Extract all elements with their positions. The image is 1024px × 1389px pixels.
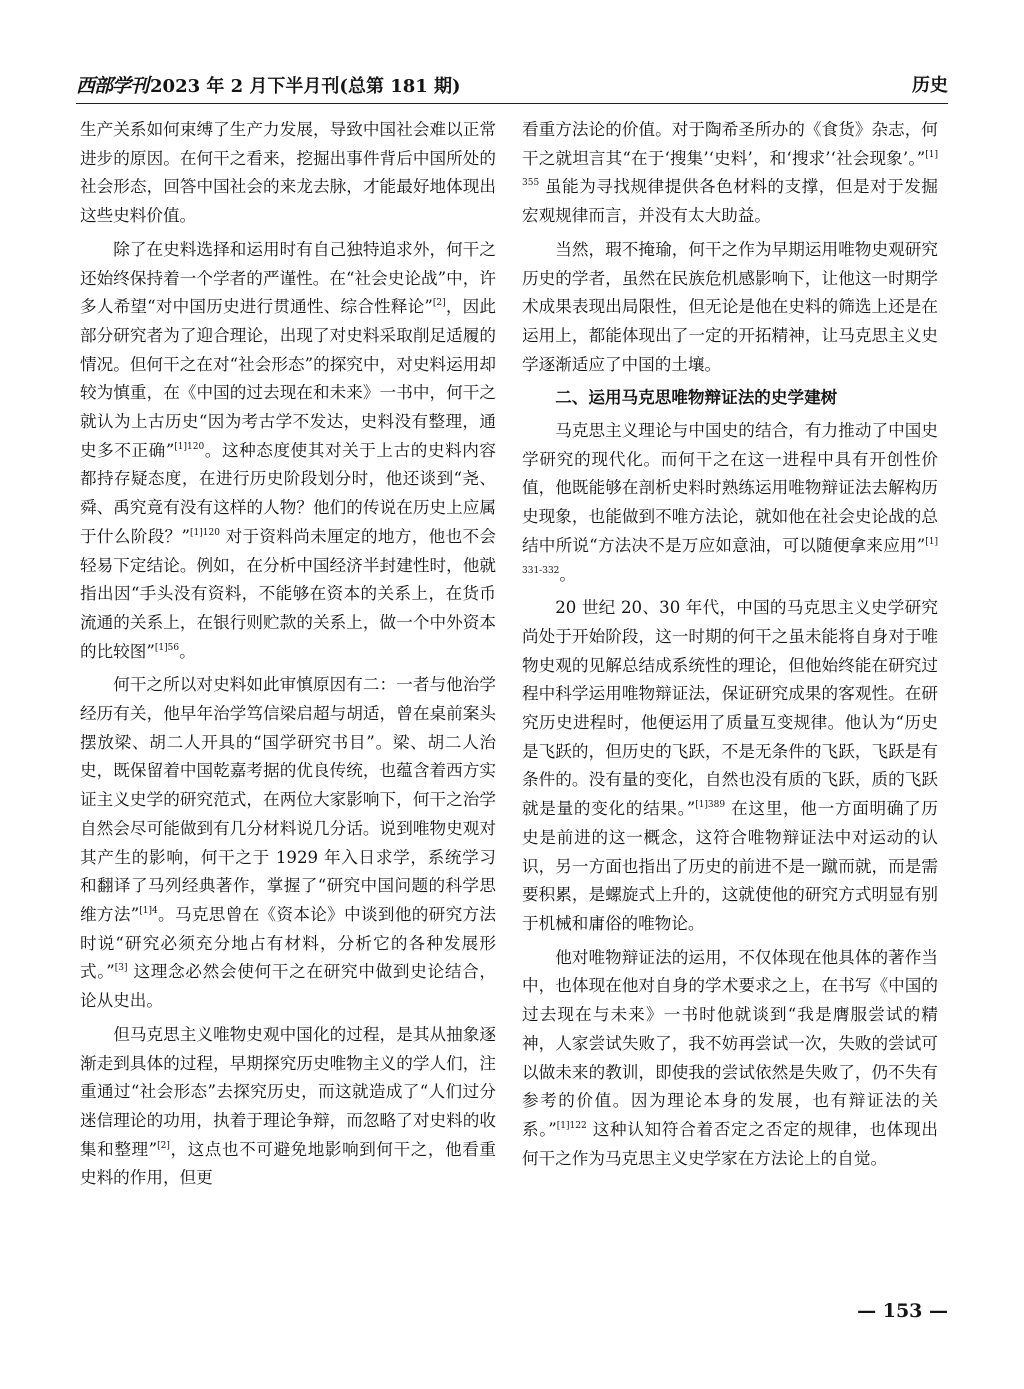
paragraph bbox=[80, 236, 496, 667]
citation: [2] bbox=[432, 298, 446, 309]
text-run: ，这点也不可避免地影响到何干之，他看重史料的作用，但更 bbox=[80, 1139, 497, 1188]
text-run: ，因此部分研究者为了迎合理论，出现了对史料采取削足适履的情况。但何干之在对“社会形态”的探究中，对史料运用却较为慎重，在《中国的过去现在和未来》一书中，何干之就认为上古历史“因为考古学不发达，史料没有整理，通史多不正确” bbox=[80, 297, 496, 460]
citation: [1]355 bbox=[522, 149, 938, 189]
paragraph: 当然，瑕不掩瑜，何干之作为早期运用唯物史观研究历史的学者，虽然在民族危机感影响下，让他这一时期学术成果表现出局限性，但无论是他在史料的筛选上还是在运用上，都能体现出了一定的开拓精神，让马克思主义史学逐渐适应了中国的土壤。 bbox=[522, 239, 938, 374]
citation: [1]122 bbox=[556, 1120, 587, 1131]
text-run: 虽能为寻找规律提供各色材料的支撑，但是对于发掘宏观规律而言，并没有太大助益。 bbox=[522, 177, 938, 226]
paragraph: 生产关系如何束缚了生产力发展，导致中国社会难以正常进步的原因。在何干之看来，挖掘出事件背后中国所处的社会形态，回答中国社会的来龙去脉，才能最好地体现出这些史料价值。 bbox=[80, 120, 496, 226]
citation: [1]120 bbox=[190, 527, 220, 538]
paragraph bbox=[80, 671, 496, 1015]
header-rule bbox=[76, 103, 948, 104]
paragraph bbox=[522, 944, 938, 1174]
citation: [1]389 bbox=[695, 800, 726, 811]
section-heading: 二、运用马克思唯物辩证法的史学建树 bbox=[555, 388, 838, 408]
left-column bbox=[80, 116, 496, 1198]
text-run: 在这里，他一方面明确了历史是前进的这一概念，这符合唯物辩证法中对运动的认识，另一方面也指出了历史的前进不是一蹴而就，而是需要积累，是螺旋式上升的，这就使他的研究方式明显有别于机械和庸俗的唯物论。 bbox=[522, 799, 938, 933]
page-number: — 153 — bbox=[857, 1300, 948, 1322]
text-run: 。马克思曾在《资本论》中谈到他的研究方法时说“研究必须充分地占有材料，分析它的各种发展形式。” bbox=[80, 904, 497, 982]
right-column bbox=[522, 116, 938, 1178]
text-run: 这种认知符合着否定之否定的规律，也体现出何干之作为马克思主义史学家在方法论上的自觉。 bbox=[522, 1119, 939, 1168]
text-run: 马克思主义理论与中国史的结合，有力推动了中国史学研究的现代化。而何干之在这一进程中具有开创性价值，他既能够在剖析史料时熟练运用唯物辩证法去解构历史现象，也能做到不唯方法论，就如他在社会史论战的总结中所说“方法决不是万应如意油，可以随便拿来应用” bbox=[522, 421, 938, 555]
paragraph bbox=[80, 1021, 496, 1193]
journal-issue-line bbox=[76, 74, 461, 99]
citation: [1]4 bbox=[139, 905, 158, 916]
text-run: 除了在史料选择和运用时有自己独特追求外，何干之还始终保持着一个学者的严谨性。在“社会史论战”中，许多人希望“对中国历史进行贯通性、综合性释论” bbox=[80, 239, 496, 317]
citation: [1]120 bbox=[174, 441, 205, 452]
paragraph bbox=[522, 116, 938, 231]
text-run: 。 bbox=[179, 641, 196, 661]
citation: [1]331-332 bbox=[522, 536, 938, 576]
text-run: 他对唯物辩证法的运用，不仅体现在他具体的著作当中，也体现在他对自身的学术要求之上，在书写《中国的过去现在与未来》一书时他就谈到“我是膺服尝试的精神，人家尝试失败了，我不妨再尝试一次，失败的尝试可以做未来的教训，即使我的尝试依然是失败了，仍不失有参考的价值。因为理论本身的发展，也有辩证法的关系。” bbox=[522, 947, 938, 1139]
citation: [3] bbox=[114, 963, 128, 974]
text-run: 何干之所以对史料如此审慎原因有二：一者与他治学经历有关，他早年治学笃信梁启超与胡适，曾在桌前案头摆放梁、胡二人开具的“国学研究书目”。梁、胡二人治史，既保留着中国乾嘉考据的优良传统，也蕴含着西方实证主义史学的研究范式，在两位大家影响下，何干之治学自然会尽可能做到有几分材料说几分话。说到唯物史观对其产生的影响，何干之于 1929 年入日求学，系统学习和翻译了马列经典著作，掌握了“研究中国问题的科学思维方法” bbox=[80, 675, 496, 924]
paragraph bbox=[522, 417, 938, 589]
citation: [2] bbox=[157, 1140, 170, 1151]
text-run: 20 世纪 20、30 年代，中国的马克思主义史学研究尚处于开始阶段，这一时期的何干之虽未能将自身对于唯物史观的见解总结成系统性的理论，但他始终能在研究过程中科学运用唯物辩证法，保证研究成果的客观性。在研究历史进程时，他便运用了质量互变规律。他认为“历史是飞跃的，但历史的飞跃，不是无条件的飞跃，飞跃是有条件的。没有量的变化，自然也没有质的飞跃，质的飞跃就是量的变化的结果。” bbox=[522, 598, 938, 819]
issue-info: 2023 年 2 月下半月刊(总第 181 期) bbox=[150, 76, 461, 97]
text-run: 看重方法论的价值。对于陶希圣所办的《食货》杂志，何干之就坦言其“在于‘搜集’‘史料’，和‘搜求’‘社会现象’。” bbox=[522, 120, 938, 168]
text-run: 但马克思主义唯物史观中国化的过程，是其从抽象逐渐走到具体的过程，早期探究历史唯物主义的学人们，注重通过“社会形态”去探究历史，而这就造成了“人们过分迷信理论的功用，执着于理论争辩，而忽略了对史料的收集和整理” bbox=[80, 1024, 496, 1159]
text-run: 对于资料尚未厘定的地方，他也不会轻易下定结论。例如，在分析中国经济半封建性时，他就指出因“手头没有资料，不能够在资本的关系上，在货币流通的关系上，在银行则贮款的关系上，做一个中外资本的比较图” bbox=[80, 526, 497, 661]
running-header bbox=[76, 74, 948, 104]
citation: [1]56 bbox=[154, 642, 180, 653]
text-run: 。这种态度使其对关于上古的史料内容都持存疑态度，在进行历史阶段划分时，他还谈到“尧、舜、禹究竟有没有这样的人物？他们的传说在历史上应属于什么阶段？” bbox=[80, 440, 496, 546]
text-run: 这理念必然会使何干之在研究中做到史论结合，论从史出。 bbox=[80, 962, 496, 1011]
section-name: 历史 bbox=[912, 75, 948, 96]
paragraph bbox=[522, 594, 938, 938]
journal-logo: 西部学刊 bbox=[76, 75, 149, 97]
text-run: 。 bbox=[559, 564, 576, 584]
